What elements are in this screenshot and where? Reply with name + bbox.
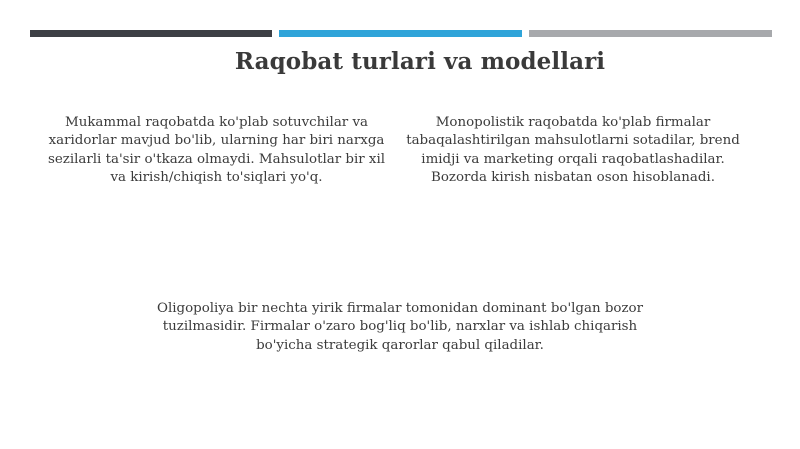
slide-title: Raqobat turlari va modellari: [234, 48, 606, 75]
accent-bar-dark: [30, 30, 272, 37]
perfect-competition-text: Mukammal raqobatda ko'plab sotuvchilar va xaridorlar mavjud bo'lib, ularning har biri narxga sezilarli ta'sir o'tkaza olmaydi. Mahsulotlar bir xil va kirish/chiqish to'siqlari yo'q.: [47, 115, 386, 185]
monopolistic-competition-text: Monopolistik raqobatda ko'plab firmalar tabaqalashtirilgan mahsulotlarni sotadilar, brend imidji va marketing orqali raqobatlashadilar. Bozorda kirish nisbatan oson hisoblanadi.: [406, 115, 740, 185]
oligopoly-text: Oligopoliya bir nechta yirik firmalar tomonidan dominant bo'lgan bozor tuzilmasidir. Firmalar o'zaro bog'liq bo'lib, narxlar va ishlab chiqarish bo'yicha strategik qarorlar qabul qiladilar.: [156, 301, 644, 353]
accent-bar-blue: [279, 30, 522, 37]
accent-bar-gray: [529, 30, 772, 37]
